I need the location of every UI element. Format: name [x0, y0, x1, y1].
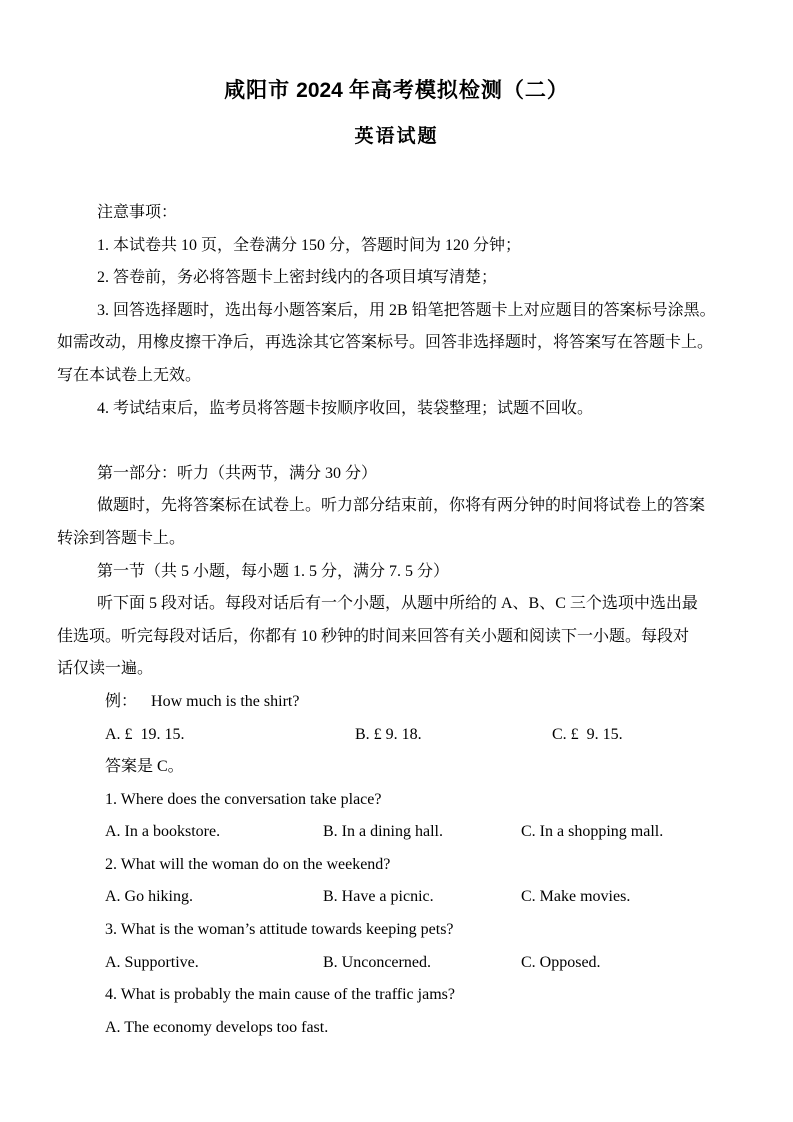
question-3-option-b: B. Unconcerned. — [323, 953, 431, 971]
question-4-options-row — [57, 1012, 757, 1045]
document-body — [57, 197, 757, 1044]
question-3-option-a: A. Supportive. — [105, 953, 199, 971]
section1-directions-line-3: 话仅读一遍。 — [57, 660, 154, 678]
example-options-row — [57, 719, 757, 752]
notice-item-3-line-1: 3. 回答选择题时，选出每小题答案后，用 2B 铅笔把答题卡上对应题目的答案标号涂黑。 — [97, 301, 716, 319]
part1-intro-line-2: 转涂到答题卡上。 — [57, 529, 186, 547]
notice-item-2: 2. 答卷前，务必将答题卡上密封线内的各项目填写清楚； — [97, 269, 498, 287]
example-label: 例： — [105, 692, 138, 710]
question-1-option-a: A. In a bookstore. — [105, 823, 221, 841]
example-question-line — [57, 686, 757, 719]
example-option-c: C. £ 9. 15. — [552, 725, 623, 743]
notice-item-1: 1. 本试卷共 10 页，全卷满分 150 分，答题时间为 120 分钟； — [97, 236, 522, 254]
question-3-options-row — [57, 947, 757, 980]
blank-spacer-line — [57, 425, 757, 458]
notice-item-4: 4. 考试结束后，监考员将答题卡按顺序收回，装袋整理；试题不回收。 — [97, 399, 594, 417]
page-subtitle: 英语试题 — [354, 126, 439, 147]
page-title — [0, 74, 793, 104]
question-3-text: 3. What is the woman’s attitude towards keeping pets? — [105, 921, 454, 939]
example-option-a: A. £ 19. 15. — [105, 725, 185, 743]
title-prefix: 咸阳市 — [224, 78, 291, 102]
part1-intro-line-1: 做题时，先将答案标在试卷上。听力部分结束前，你将有两分钟的时间将试卷上的答案 — [97, 497, 706, 515]
part1-heading: 第一部分：听力（共两节，满分 30 分） — [97, 464, 378, 482]
title-suffix: 年高考模拟检测（二） — [348, 78, 569, 102]
notice-item-3-line-2: 如需改动，用橡皮擦干净后，再选涂其它答案标号。回答非选择题时，将答案写在答题卡上。 — [57, 334, 714, 352]
question-1-option-b: B. In a dining hall. — [323, 823, 443, 841]
question-1-options-row — [57, 816, 757, 849]
example-option-b: B. £ 9. 18. — [355, 725, 422, 743]
question-2-options-row — [57, 881, 757, 914]
question-2-option-b: B. Have a picnic. — [323, 888, 434, 906]
notice-item-3-line-3: 写在本试卷上无效。 — [57, 366, 202, 384]
question-4-text: 4. What is probably the main cause of the traffic jams? — [105, 986, 455, 1004]
example-answer: 答案是 C。 — [105, 758, 184, 776]
question-3-option-c: C. Opposed. — [521, 953, 601, 971]
question-1-option-c: C. In a shopping mall. — [521, 823, 664, 841]
section1-directions-line-2: 佳选项。听完每段对话后，你都有 10 秒钟的时间来回答有关小题和阅读下一小题。每段对 — [57, 627, 690, 645]
question-1-text: 1. Where does the conversation take place? — [105, 790, 382, 808]
question-2-text: 2. What will the woman do on the weekend? — [105, 855, 391, 873]
question-4-option-a: A. The economy develops too fast. — [105, 1018, 329, 1036]
question-2-option-a: A. Go hiking. — [105, 888, 193, 906]
section1-heading: 第一节（共 5 小题，每小题 1. 5 分，满分 7. 5 分） — [97, 562, 450, 580]
section1-directions-line-1: 听下面 5 段对话。每段对话后有一个小题，从题中所给的 A、B、C 三个选项中选出最 — [97, 595, 698, 613]
question-2-option-c: C. Make movies. — [521, 888, 631, 906]
example-question-text: How much is the shirt? — [151, 692, 300, 710]
notice-heading: 注意事项： — [97, 204, 178, 221]
title-year: 2024 — [296, 79, 343, 102]
